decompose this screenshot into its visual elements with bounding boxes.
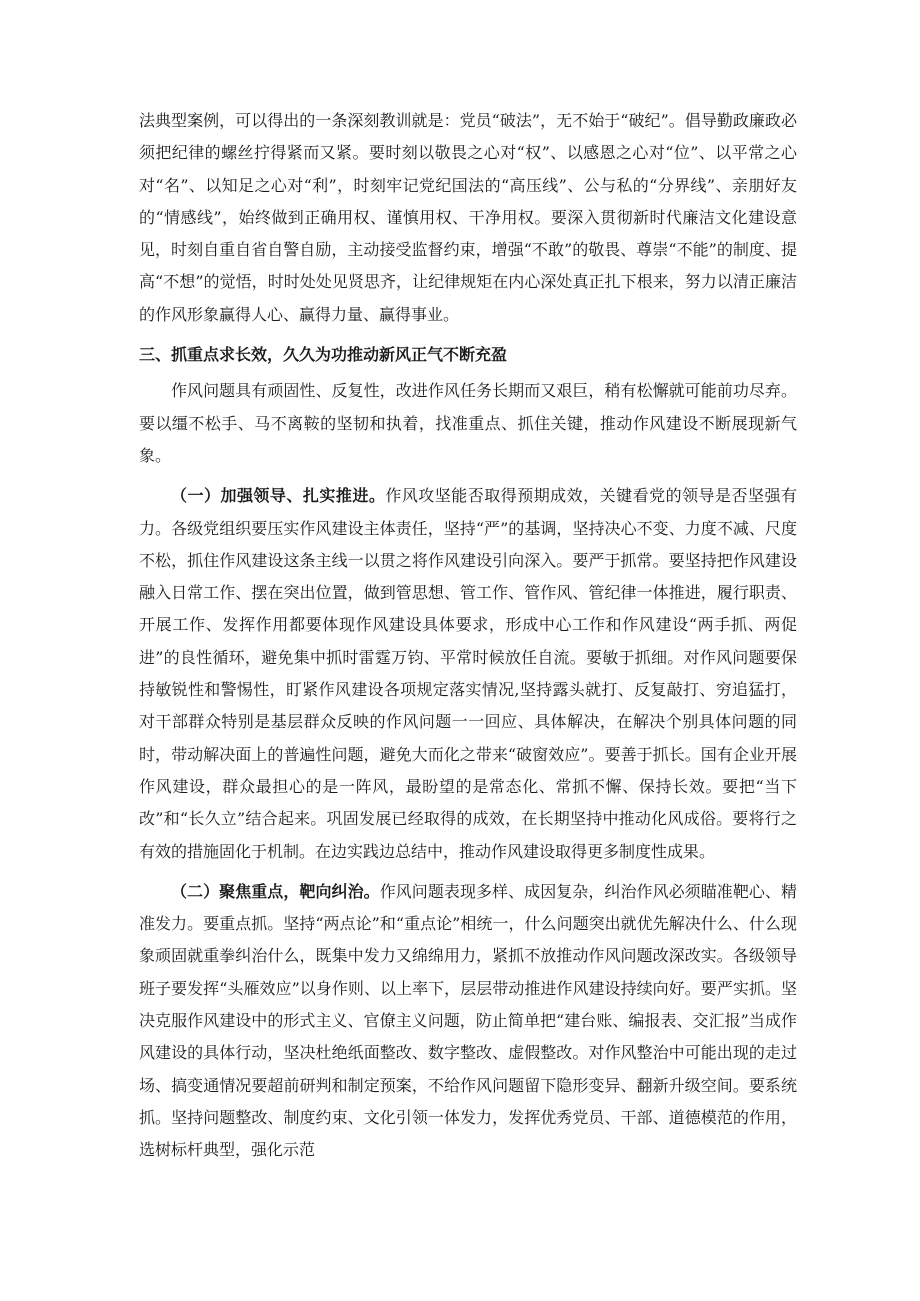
paragraph-item-2 <box>139 876 797 1167</box>
item-1-title: （一）加强领导、扎实推进。 <box>171 486 386 506</box>
document-body <box>139 105 797 1167</box>
section-heading: 三、抓重点求长效，久久为功推动新风正气不断充盈 <box>139 345 508 365</box>
paragraph-item-1 <box>139 480 797 868</box>
item-1-body: 作风攻坚能否取得预期成效，关键看党的领导是否坚强有力。各级党组织要压实作风建设主体责任，坚持“严”的基调，坚持决心不变、力度不减、尺度不松，抓住作风建设这条主线一以贯之将作风建设引向深入。要严于抓常。要坚持把作风建设融入日常工作、摆在突出位置，做到管思想、管工作、管作风、管纪律一体推进，履行职责、开展工作、发挥作用都要体现作风建设具体要求，形成中心工作和作风建设“两手抓、两促进”的良性循环，避免集中抓时雷霆万钧、平常时候放任自流。要敏于抓细。对作风问题要保持敏锐性和警惕性，盯紧作风建设各项规定落实情况,坚持露头就打、反复敲打、穷追猛打，对干部群众特别是基层群众反映的作风问题一一回应、具体解决，在解决个别具体问题的同时，带动解决面上的普遍性问题，避免大而化之带来“破窗效应”。要善于抓长。国有企业开展作风建设，群众最担心的是一阵风，最盼望的是常态化、常抓不懈、保持长效。要把“当下改”和“长久立”结合起来。巩固发展已经取得的成效，在长期坚持中推动化风成俗。要将行之有效的措施固化于机制。在边实践边总结中，推动作风建设取得更多制度性成果。 <box>139 486 797 861</box>
paragraph-intro: 作风问题具有顽固性、反复性，改进作风任务长期而又艰巨，稍有松懈就可能前功尽弃。要以缰不松手、马不离鞍的坚韧和执着，找准重点、抓住关键，推动作风建设不断展现新气象。 <box>139 381 797 465</box>
paragraph-continuation: 法典型案例，可以得出的一条深刻教训就是：党员“破法”，无不始于“破纪”。倡导勤政廉政必须把纪律的螺丝拧得紧而又紧。要时刻以敬畏之心对“权”、以感恩之心对“位”、以平常之心对“名”、以知足之心对“利”，时刻牢记党纪国法的“高压线”、公与私的“分界线”、亲朋好友的“情感线”，始终做到正确用权、谨慎用权、干净用权。要深入贯彻新时代廉洁文化建设意见，时刻自重自省自警自励，主动接受监督约束，增强“不敢”的敬畏、尊崇“不能”的制度、提高“不想”的觉悟，时时处处见贤思齐，让纪律规矩在内心深处真正扎下根来，努力以清正廉洁的作风形象赢得人心、赢得力量、赢得事业。 <box>139 111 797 324</box>
item-2-body: 作风问题表现多样、成因复杂，纠治作风必须瞄准靶心、精准发力。要重点抓。坚持“两点论”和“重点论”相统一，什么问题突出就优先解决什么、什么现象顽固就重拳纠治什么，既集中发力又绵绵用力，紧抓不放推动作风问题改深改实。各级领导班子要发挥“头雁效应”以身作则、以上率下，层层带动推进作风建设持续向好。要严实抓。坚决克服作风建设中的形式主义、官僚主义问题，防止简单把“建台账、编报表、交汇报”当成作风建设的具体行动，坚决杜绝纸面整改、数字整改、虚假整改。对作风整治中可能出现的走过场、搞变通情况要超前研判和制定预案，不给作风问题留下隐形变异、翻新升级空间。要系统抓。坚持问题整改、制度约束、文化引领一体发力，发挥优秀党员、干部、道德模范的作用，选树标杆典型，强化示范 <box>139 881 797 1160</box>
item-2-title: （二）聚焦重点，靶向纠治。 <box>171 881 380 901</box>
